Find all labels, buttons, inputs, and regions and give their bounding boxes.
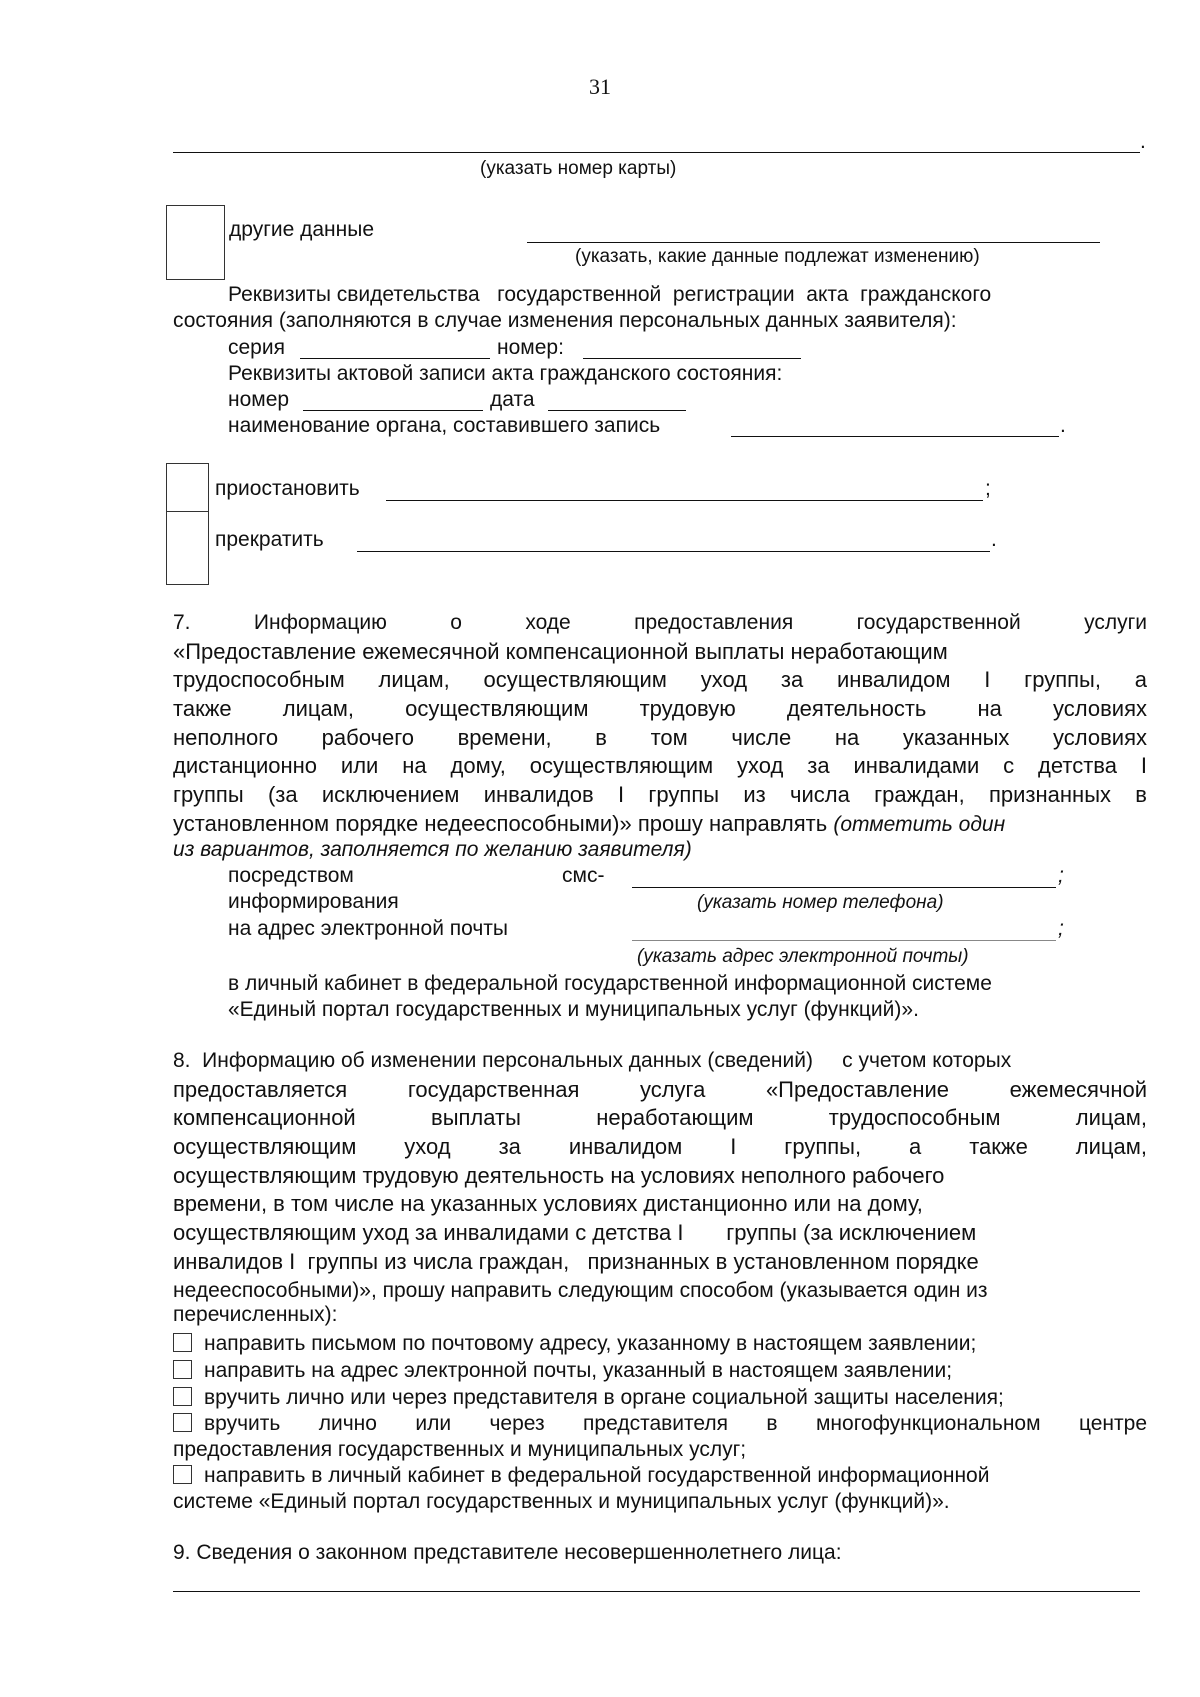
number-label: номер: (497, 336, 564, 359)
option-4-continued: предоставления государственных и муниципальных услуг; (173, 1438, 747, 1461)
terminate-end: . (991, 528, 997, 551)
section-7-line: группы (за исключением инвалидов I группы из числа граждан, признанных в (173, 782, 1147, 808)
option-label: вручить лично или через представителя в многофункциональном центре (204, 1412, 1147, 1435)
sms-label-3: информирования (228, 890, 399, 913)
section-8-line: компенсационной выплаты неработающим трудоспособным лицам, (173, 1105, 1147, 1131)
option-label: направить письмом по почтовому адресу, указанному в настоящем заявлении; (204, 1332, 977, 1355)
section-7-last-line (173, 810, 1147, 839)
series-field[interactable] (300, 358, 490, 359)
sms-label-1: посредством (228, 864, 354, 887)
certificate-line-1: Реквизиты свидетельства государственной регистрации акта гражданского (228, 283, 992, 306)
record-title: Реквизиты актовой записи акта гражданского состояния: (228, 362, 783, 385)
certificate-line-2: состояния (заполняются в случае изменения персональных данных заявителя): (173, 309, 957, 332)
section-7-last-italic: (отметить один (833, 812, 1006, 836)
sms-caption: (указать номер телефона) (697, 892, 944, 913)
page-number: 31 (589, 74, 611, 99)
other-data-label: другие данные (229, 218, 375, 241)
option-row (173, 1410, 1147, 1437)
option-row (173, 1462, 1147, 1489)
other-data-field[interactable] (527, 242, 1100, 243)
email-end: ; (1058, 917, 1064, 940)
cabinet-line-1: в личный кабинет в федеральной государственной информационной системе (228, 972, 992, 995)
section-8-line: предоставляется государственная услуга «Предоставление ежемесячной (173, 1076, 1147, 1102)
option-checkbox[interactable] (173, 1360, 192, 1379)
section-8-line: недееспособными)», прошу направить следующим способом (указывается один из (173, 1278, 988, 1302)
option-checkbox[interactable] (173, 1333, 192, 1352)
sms-phone-field[interactable] (632, 887, 1056, 888)
section-9-field[interactable] (173, 1591, 1140, 1592)
sms-end: ; (1058, 864, 1064, 887)
record-date-field[interactable] (548, 410, 686, 411)
record-date-label: дата (490, 388, 535, 411)
series-label: серия (228, 336, 285, 359)
suspend-label: приостановить (215, 477, 360, 500)
option-checkbox[interactable] (173, 1387, 192, 1406)
option-label: направить на адрес электронной почты, указанный в настоящем заявлении; (204, 1359, 953, 1382)
section-7-line: 7. Информацию о ходе предоставления государственной услуги (173, 611, 1147, 634)
card-number-end: . (1140, 130, 1146, 153)
terminate-label: прекратить (215, 528, 324, 551)
option-row (173, 1357, 1147, 1384)
option-checkbox[interactable] (173, 1413, 192, 1432)
section-7-line: дистанционно или на дому, осуществляющим уход за инвалидами с детства I (173, 753, 1147, 779)
section-7-italic-note: из вариантов, заполняется по желанию заявителя) (173, 838, 692, 861)
card-number-field[interactable] (173, 152, 1140, 153)
other-data-checkbox[interactable] (166, 205, 225, 280)
record-number-field[interactable] (303, 410, 483, 411)
other-data-caption: (указать, какие данные подлежат изменению) (575, 246, 980, 267)
section-7-text (173, 609, 1147, 839)
option-label: вручить лично или через представителя в органе социальной защиты населения; (204, 1386, 1004, 1409)
option-checkbox[interactable] (173, 1465, 192, 1484)
option-row (173, 1384, 1147, 1411)
suspend-end: ; (985, 477, 991, 500)
card-number-caption: (указать номер карты) (480, 158, 677, 179)
email-caption: (указать адрес электронной почты) (637, 946, 969, 967)
terminate-field[interactable] (357, 551, 990, 552)
sms-label-2: смс- (562, 864, 605, 887)
section-7-last-plain: установленном порядке недееспособными)» прошу направлять (173, 810, 834, 836)
terminate-checkbox[interactable] (166, 511, 209, 585)
record-number-label: номер (228, 388, 290, 411)
section-8-line: осуществляющим трудовую деятельность на условиях неполного рабочего (173, 1162, 945, 1188)
email-label: на адрес электронной почты (228, 917, 509, 940)
organ-field[interactable] (731, 436, 1059, 437)
section-8-line: осуществляющим уход за инвалидом I группы, а также лицам, (173, 1134, 1147, 1160)
section-8-line: перечисленных): (173, 1305, 338, 1327)
option-row (173, 1330, 1147, 1357)
section-8-text (173, 1047, 1147, 1334)
section-7-line: неполного рабочего времени, в том числе на указанных условиях (173, 724, 1147, 750)
number-field[interactable] (583, 358, 801, 359)
section-7-line: трудоспособным лицам, осуществляющим уход за инвалидом I группы, а (173, 667, 1147, 693)
section-8-line: осуществляющим уход за инвалидами с детства I группы (за исключением (173, 1220, 977, 1246)
organ-label: наименование органа, составившего запись (228, 414, 661, 437)
option-label: направить в личный кабинет в федеральной государственной информационной (204, 1464, 990, 1487)
section-7-line: «Предоставление ежемесячной компенсационной выплаты неработающим (173, 638, 948, 664)
option-5-continued: системе «Единый портал государственных и муниципальных услуг (функций)». (173, 1490, 950, 1513)
section-8-line: времени, в том числе на указанных условиях дистанционно или на дому, (173, 1191, 923, 1217)
section-8-line: инвалидов I группы из числа граждан, признанных в установленном порядке (173, 1248, 979, 1274)
cabinet-line-2: «Единый портал государственных и муниципальных услуг (функций)». (228, 998, 919, 1021)
section-8-line: 8. Информацию об изменении персональных данных (сведений) с учетом которых (173, 1049, 1012, 1072)
suspend-checkbox[interactable] (166, 463, 209, 513)
organ-end: . (1060, 414, 1066, 437)
section-9-title: 9. Сведения о законном представителе несовершеннолетнего лица: (173, 1541, 842, 1564)
suspend-field[interactable] (386, 500, 983, 501)
section-7-line: также лицам, осуществляющим трудовую деятельность на условиях (173, 696, 1147, 722)
email-field[interactable] (632, 940, 1056, 941)
